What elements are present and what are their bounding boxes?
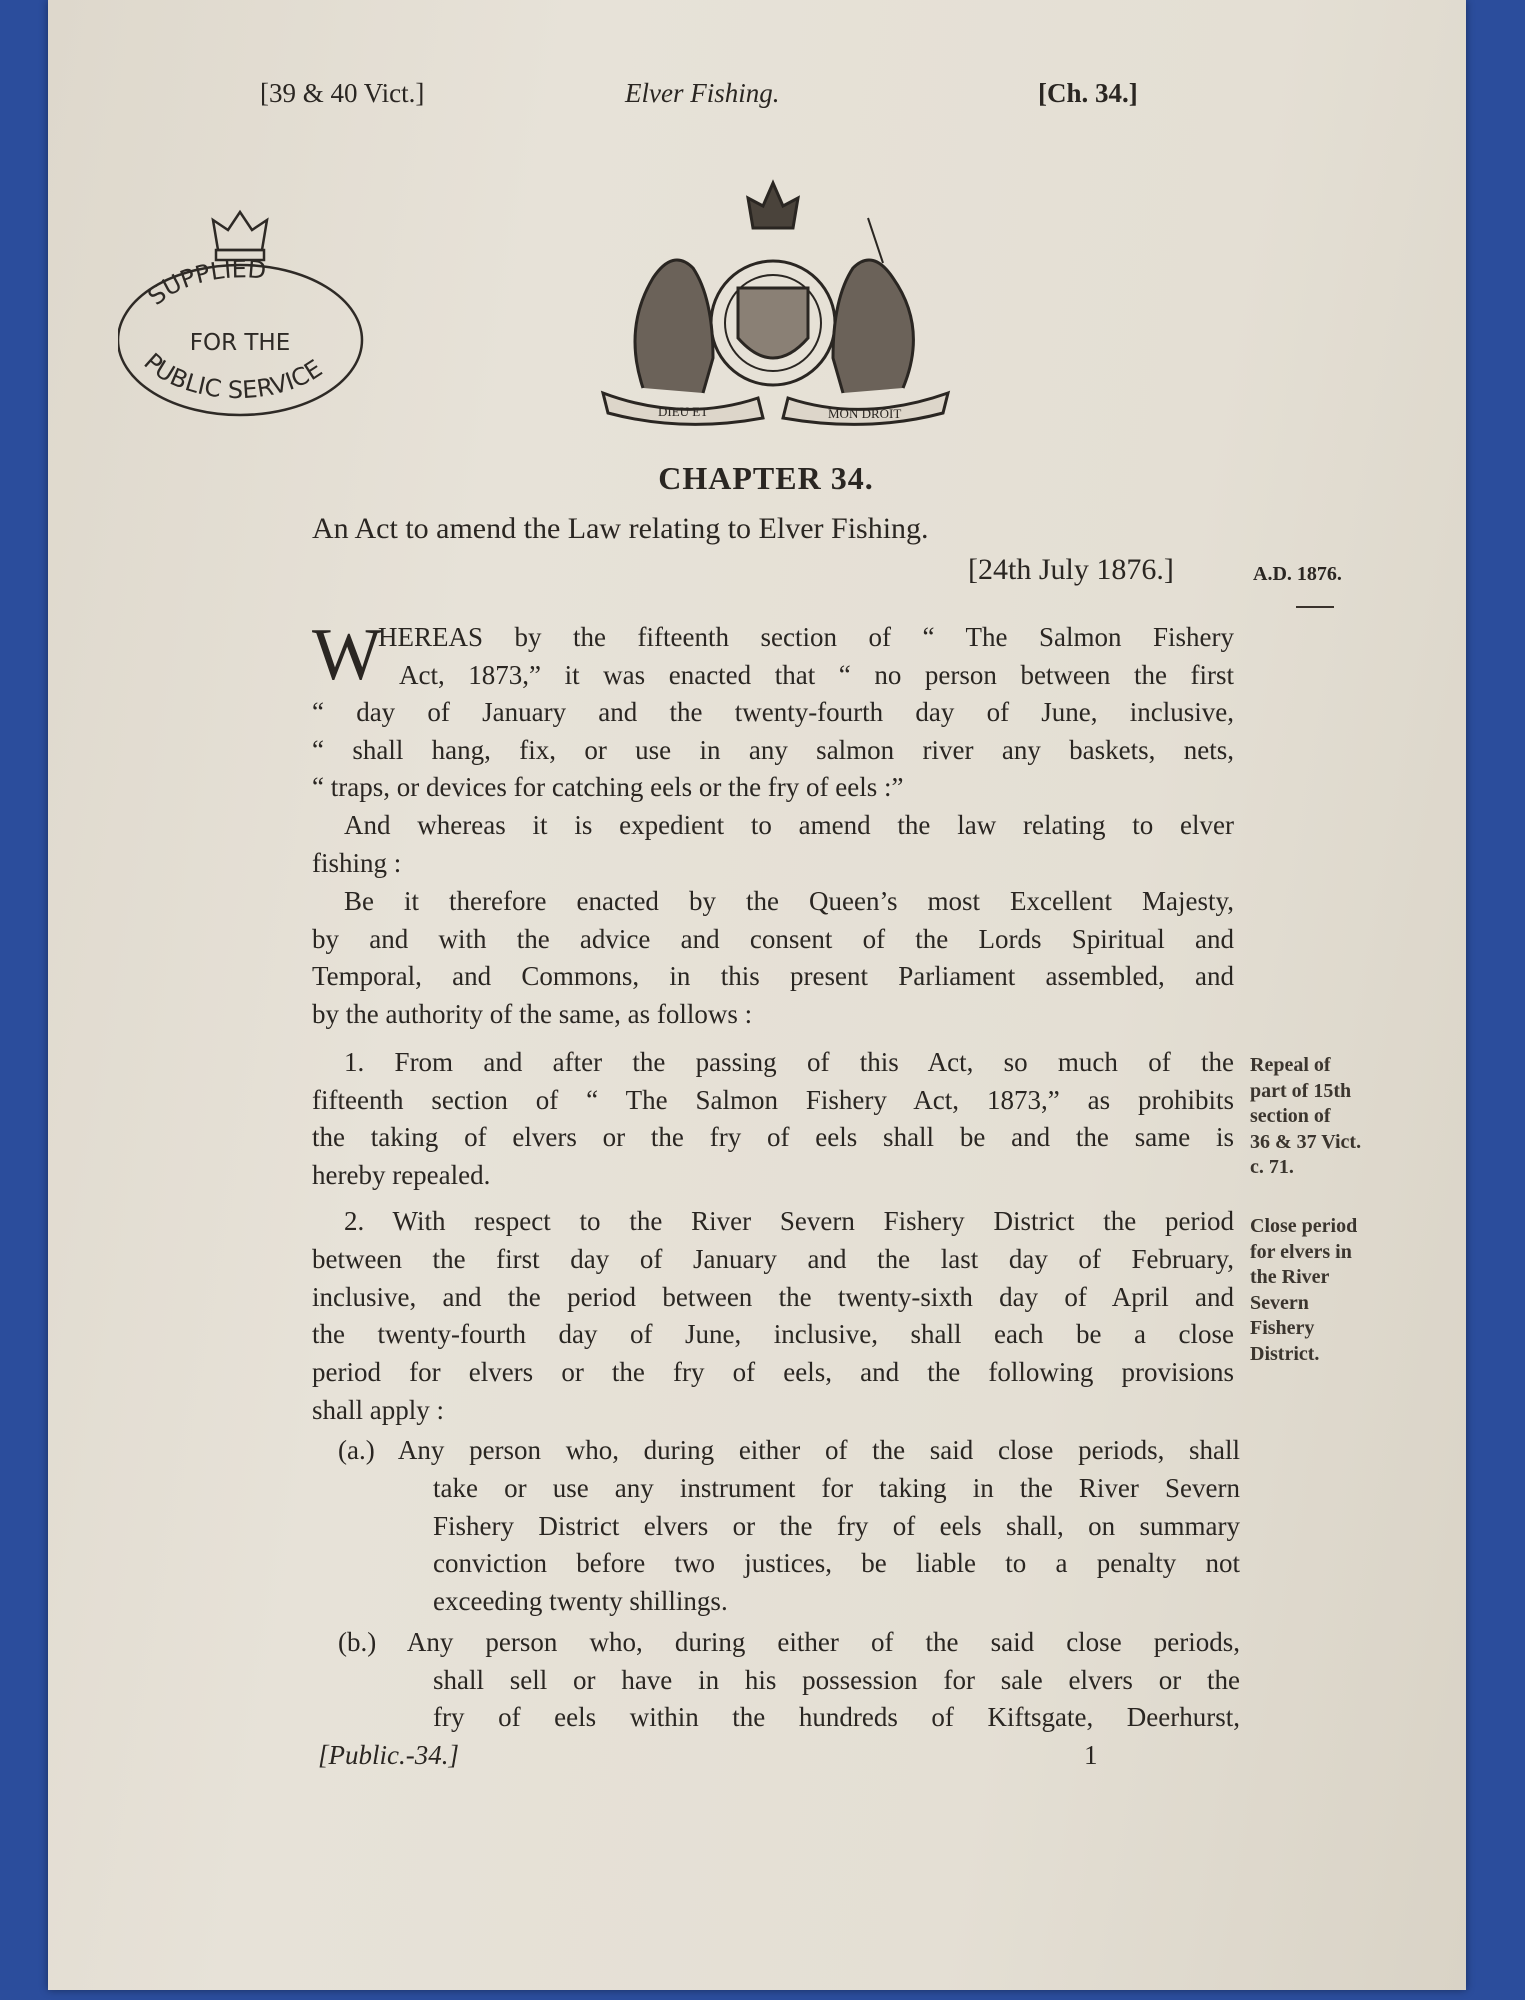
- svg-text:SUPPLIED: SUPPLIED: [142, 255, 268, 311]
- margin-note-line: Close period: [1250, 1215, 1358, 1237]
- text-line: hereby repealed.: [312, 1159, 491, 1190]
- supplied-for-public-service-stamp: [118, 200, 378, 430]
- text-line: shall sell or have in his possession for sale elvers or the: [433, 1664, 1240, 1695]
- margin-note-line: the River: [1250, 1266, 1330, 1288]
- text-line: by and with the advice and consent of the Lords Spiritual and: [312, 923, 1234, 954]
- text-line: take or use any instrument for taking in the River Severn: [433, 1472, 1240, 1503]
- text-line: 1. From and after the passing of this Act, so much of the: [344, 1047, 1234, 1077]
- svg-text:PUBLIC SERVICE: PUBLIC SERVICE: [138, 347, 328, 405]
- text-line: Act, 1873,” it was enacted that “ no person between the first: [399, 659, 1234, 690]
- margin-note-line: for elvers in: [1250, 1240, 1352, 1263]
- header-chapter: [Ch. 34.]: [1038, 78, 1138, 108]
- text-line: fry of eels within the hundreds of Kiftsgate, Deerhurst,: [433, 1702, 1240, 1732]
- act-long-title: An Act to amend the Law relating to Elver Fishing.: [312, 512, 929, 545]
- footer-public-number: [Public.-34.]: [318, 1740, 459, 1770]
- document-page: [48, 0, 1466, 1990]
- margin-note-line: District.: [1250, 1342, 1320, 1365]
- drop-cap: W: [312, 614, 382, 696]
- text-line: fifteenth section of “ The Salmon Fishery Act, 1873,” as prohibits: [312, 1084, 1234, 1115]
- text-line: fishing :: [312, 847, 402, 878]
- text-line: Temporal, and Commons, in this present Parliament assembled, and: [312, 961, 1234, 992]
- text-line: HEREAS by the fifteenth section of “ The Salmon Fishery: [378, 622, 1234, 652]
- text-line: conviction before two justices, be liable to a penalty not: [433, 1548, 1240, 1579]
- margin-note-line: c. 71.: [1250, 1156, 1294, 1178]
- header-regnal-year: [39 & 40 Vict.]: [260, 78, 425, 108]
- margin-note-line: Repeal of: [1250, 1054, 1331, 1076]
- text-line: between the first day of January and the last day of February,: [312, 1243, 1234, 1274]
- text-line: exceeding twenty shillings.: [433, 1586, 728, 1617]
- text-line: the twenty-fourth day of June, inclusive, shall each be a close: [312, 1319, 1234, 1350]
- text-line: “ traps, or devices for catching eels or the fry of eels :”: [312, 772, 904, 803]
- margin-note-line: Fishery: [1250, 1317, 1315, 1339]
- margin-note-line: 36 & 37 Vict.: [1250, 1130, 1362, 1153]
- royal-coat-of-arms: [583, 178, 973, 428]
- text-line: period for elvers or the fry of eels, and the following provisions: [312, 1357, 1234, 1388]
- chapter-title: CHAPTER 34.: [658, 460, 874, 496]
- margin-note-line: section of: [1250, 1105, 1331, 1127]
- text-line: by the authority of the same, as follows :: [312, 998, 753, 1029]
- margin-year: A.D. 1876.: [1253, 563, 1342, 585]
- header-title: Elver Fishing.: [625, 78, 780, 108]
- margin-note-line: part of 15th: [1250, 1079, 1352, 1102]
- text-line: (a.) Any person who, during either of the said close periods, shall: [338, 1435, 1240, 1465]
- text-line: 2. With respect to the River Severn Fishery District the period: [344, 1206, 1234, 1236]
- margin-rule: [1296, 606, 1334, 608]
- text-line: And whereas it is expedient to amend the law relating to elver: [344, 810, 1234, 840]
- text-line: “ shall hang, fix, or use in any salmon river any baskets, nets,: [312, 734, 1234, 765]
- royal-assent-date: [24th July 1876.]: [968, 553, 1174, 586]
- text-line: shall apply :: [312, 1395, 444, 1425]
- margin-note-line: Severn: [1250, 1291, 1309, 1314]
- text-line: the taking of elvers or the fry of eels shall be and the same is: [312, 1122, 1234, 1153]
- text-line: “ day of January and the twenty-fourth day of June, inclusive,: [312, 697, 1234, 728]
- text-line: inclusive, and the period between the twenty-sixth day of April and: [312, 1281, 1234, 1312]
- page-number: 1: [1084, 1740, 1098, 1770]
- svg-text:DIEU ET: DIEU ET: [658, 404, 709, 419]
- text-line: Fishery District elvers or the fry of eels shall, on summary: [433, 1510, 1240, 1541]
- text-line: (b.) Any person who, during either of the said close periods,: [338, 1627, 1240, 1657]
- text-line: Be it therefore enacted by the Queen’s most Excellent Majesty,: [344, 886, 1234, 916]
- svg-text:MON DROIT: MON DROIT: [828, 406, 902, 421]
- svg-text:FOR THE: FOR THE: [189, 330, 291, 356]
